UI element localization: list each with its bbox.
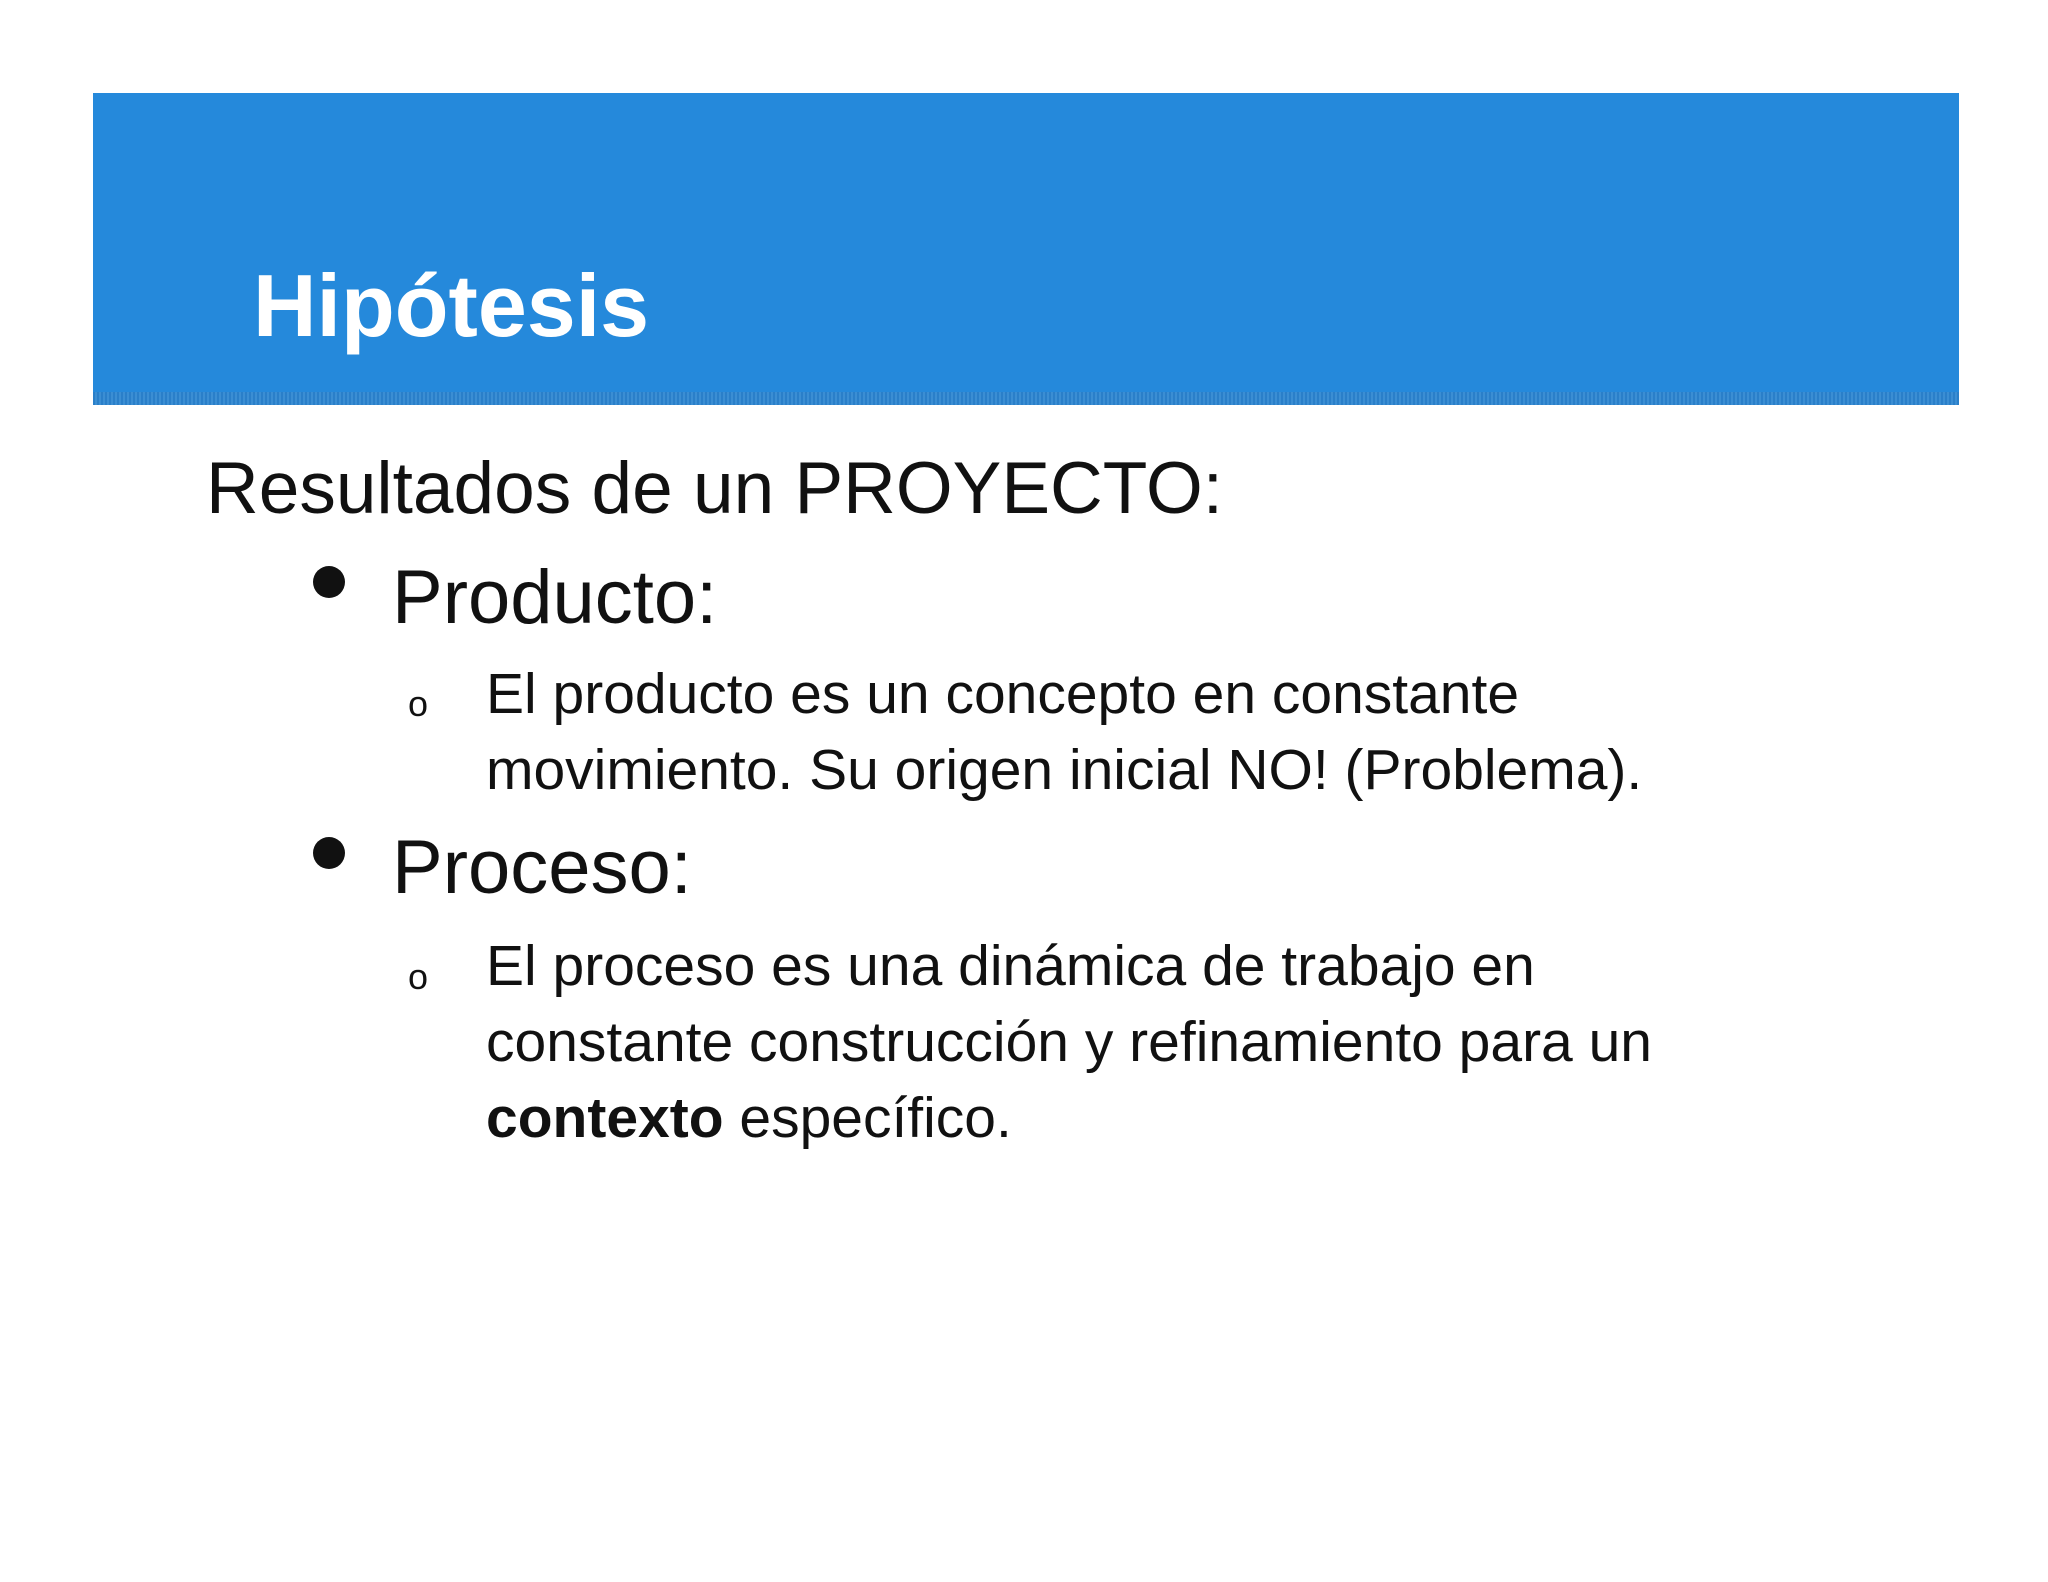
intro-text: Resultados de un PROYECTO:: [206, 448, 1224, 529]
bullet-item-proceso: Proceso:: [392, 825, 692, 910]
emphasis-text: contexto: [486, 1086, 724, 1150]
sub-item-line: El proceso es una dinámica de trabajo en: [486, 934, 1535, 998]
sub-item-text: específico.: [723, 1086, 1012, 1150]
sub-item-line: El producto es un concepto en constante: [486, 662, 1520, 726]
sub-item-line-final: [486, 1080, 1886, 1156]
bullet-icon: [313, 837, 345, 869]
bullet-icon: [313, 566, 345, 598]
sub-bullet-icon: o: [408, 683, 429, 724]
bullet-item-producto: Producto:: [392, 555, 718, 640]
sub-item-proceso: [486, 928, 1886, 1156]
slide-title: Hipótesis: [253, 256, 650, 355]
sub-item-line: constante construcción y refinamiento para un: [486, 1010, 1652, 1074]
title-bar-edge: [93, 392, 1959, 405]
sub-item-line: movimiento. Su origen inicial NO! (Problema).: [486, 738, 1643, 802]
sub-item-producto: [486, 656, 1886, 808]
sub-bullet-icon: o: [408, 956, 429, 997]
